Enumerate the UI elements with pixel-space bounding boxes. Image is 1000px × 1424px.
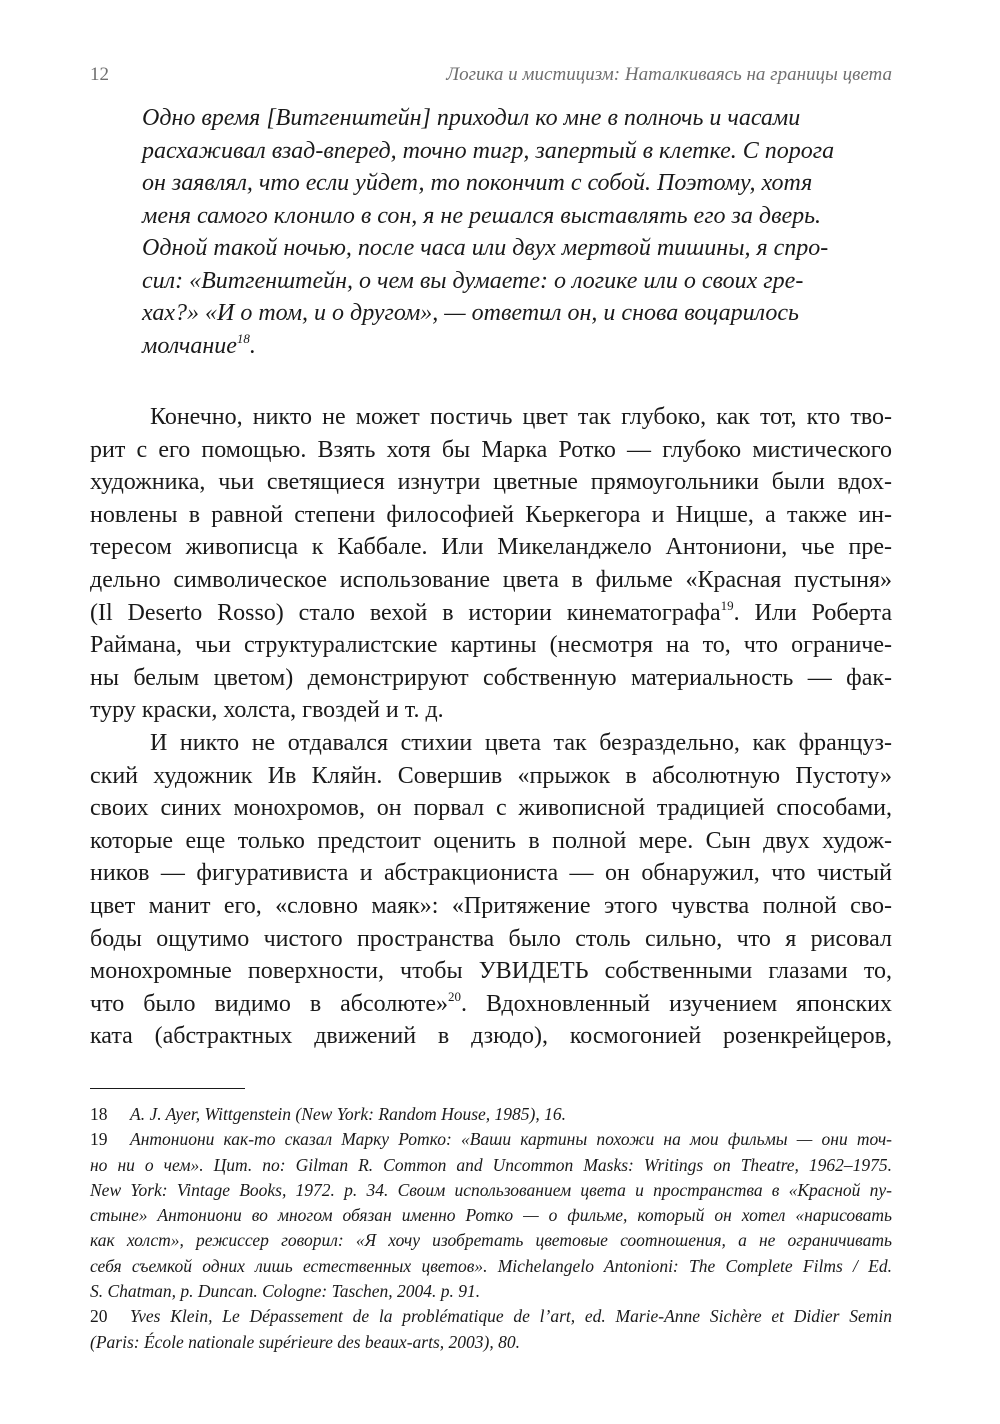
footnote-ref-18[interactable]: 18 — [236, 330, 250, 346]
footnote-line: (Paris: École nationale supérieure des beaux-arts, 2003), 80. — [90, 1331, 520, 1352]
footnote-line: New York: Vintage Books, 1972. p. 34. Своим использованием цвета и пространства в «Красной пу- — [90, 1179, 892, 1200]
paragraph-2-line-with-ref: что было видимо в абсолюте»$^{20}$. Вдохновленный изучением японских — [90, 988, 892, 1017]
paragraph-2-line: И никто не отдавался стихии цвета так безраздельно, как француз- — [150, 729, 892, 756]
footnote-ref-19[interactable]: 19 — [720, 597, 734, 613]
paragraph-2-line: ский художник Ив Кляйн. Совершив «прыжок в абсолютную Пустоту» — [90, 762, 892, 789]
footnotes — [90, 1102, 892, 1355]
footnote-separator — [90, 1088, 245, 1089]
paragraph-2-line: которые еще только предстоит оценить в полной мере. Сын двух худож- — [90, 827, 892, 854]
page-number: 12 — [90, 64, 109, 85]
running-title: Логика и мистицизм: Наталкиваясь на границы цвета — [446, 64, 892, 85]
epigraph-last-line: молчание$^{18}$. — [142, 330, 256, 359]
footnote-line: как холст», режиссер говорил: «Я хочу изобретать цветовые соотношения, а не ограничивать — [90, 1230, 892, 1251]
epigraph-line: сил: «Витгенштейн, о чем вы думаете: о логике или о своих гре- — [142, 267, 804, 294]
epigraph-quote — [142, 102, 892, 362]
footnote-19: 19 Антониони как-то сказал Марку Ротко: «Ваши картины похожи на мои фильмы — они точ- — [90, 1127, 892, 1152]
footnote-line: себя съемкой одних лишь естественных цветов». Michelangelo Antonioni: The Complete Films / Ed. — [90, 1255, 892, 1276]
epigraph-line: Одной такой ночью, после часа или двух мертвой тишины, я спро- — [142, 235, 829, 261]
epigraph-line: хах?» «И о том, и о другом», — ответил он, и снова воцарилось — [142, 300, 799, 326]
paragraph-2-line: монохромные поверхности, чтобы УВИДЕТЬ собственными глазами то, — [90, 958, 892, 985]
paragraph-1-line: тересом живописца к Каббале. Или Микеланджело Антониони, чье пре- — [90, 534, 892, 561]
paragraph-1-line-with-ref: (Il Deserto Rosso) стало вехой в истории кинематографа$^{19}$. Или Роберта — [90, 597, 892, 626]
paragraph-1-line: дельно символическое использование цвета в фильме «Красная пустыня» — [90, 566, 892, 593]
paragraph-1-line: ны белым цветом) демонстрируют собственную материальность — фак- — [90, 664, 892, 691]
paragraph-2-line: цвет манит его, «словно маяк»: «Притяжение этого чувства полной сво- — [90, 892, 892, 919]
footnote-line: стыне» Антониони во многом обязан именно Ротко — о фильме, который он хотел «нарисовать — [90, 1205, 892, 1226]
book-page — [90, 0, 892, 1424]
paragraph-1-line: Раймана, чьи структуралистские картины (несмотря на то, что ограниче- — [90, 632, 892, 659]
epigraph-line: расхаживал взад-вперед, точно тигр, запертый в клетке. С порога — [142, 137, 835, 164]
footnote-ref-20[interactable]: 20 — [448, 988, 462, 1004]
paragraph-1-line: новлены в равной степени философией Кьеркегора и Ницше, а также ин- — [90, 501, 892, 528]
footnote-number: 18 — [90, 1104, 108, 1124]
footnote-line: но ни о чем». Цит. по: Gilman R. Common and Uncommon Masks: Writings on Theatre, 1962–1975. — [90, 1154, 892, 1175]
epigraph-line: Одно время [Витгенштейн] приходил ко мне в полночь и часами — [142, 105, 801, 131]
footnote-18: 18 A. J. Ayer, Wittgenstein (New York: Random House, 1985), 16. — [90, 1102, 892, 1127]
paragraph-1-line: туру краски, холста, гвоздей и т. д. — [90, 697, 444, 724]
running-head — [90, 64, 892, 94]
footnote-line: S. Chatman, p. Duncan. Cologne: Taschen, 2004. p. 91. — [90, 1281, 481, 1302]
footnote-number: 20 — [90, 1306, 108, 1327]
epigraph-line: он заявлял, что если уйдет, то покончит с собой. Поэтому, хотя — [142, 170, 813, 196]
paragraph-1-line: рит с его помощью. Взять хотя бы Марка Ротко — глубоко мистического — [90, 436, 892, 463]
paragraph-2-line: своих синих монохромов, он порвал с живописной традицией способами, — [90, 795, 892, 822]
footnote-20: 20 Yves Klein, Le Dépassement de la problématique de l’art, ed. Marie-Anne Sichère et Didier Semin — [90, 1304, 892, 1329]
paragraph-2-line: боды ощутимо чистого пространства было столь сильно, что я рисовал — [90, 925, 892, 952]
footnote-number: 19 — [90, 1129, 108, 1150]
paragraph-1-line: Конечно, никто не может постичь цвет так глубоко, как тот, кто тво- — [150, 404, 892, 430]
paragraph-2-line: ников — фигуративиста и абстракциониста — он обнаружил, что чистый — [90, 860, 892, 887]
body-text — [90, 401, 892, 1053]
epigraph-line: меня самого клонило в сон, я не решался выставлять его за дверь. — [142, 202, 822, 229]
paragraph-1-line: художника, чьи светящиеся изнутри цветные прямоугольники были вдох- — [90, 469, 892, 496]
paragraph-2-line: ката (абстрактных движений в дзюдо), космогонией розенкрейцеров, — [90, 1023, 892, 1050]
